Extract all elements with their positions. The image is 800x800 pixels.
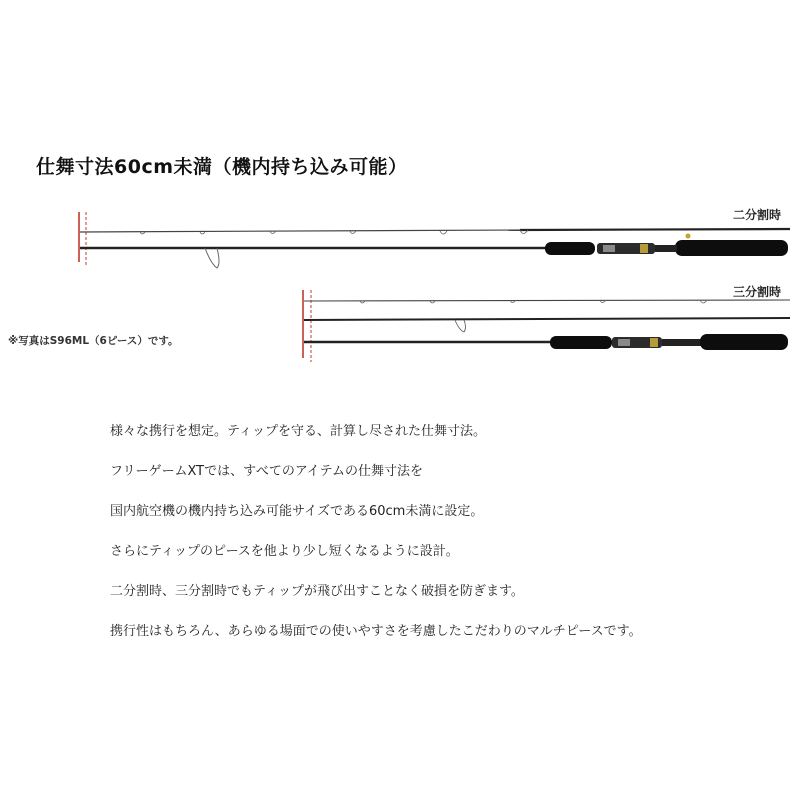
three-piece-label: 三分割時 [733, 285, 782, 299]
two-piece-label: 二分割時 [733, 208, 782, 222]
three-piece-rod-group [303, 290, 790, 362]
paragraph: フリーゲームXTでは、すべてのアイテムの仕舞寸法を [110, 464, 424, 479]
mid-guide [455, 320, 466, 332]
reel-seat-hood [618, 339, 630, 346]
tip-section [80, 230, 520, 232]
reel-seat-ring [640, 244, 648, 253]
reel-seat-hood [603, 245, 615, 252]
rear-grip [675, 240, 788, 256]
mid-section [304, 318, 790, 320]
paragraph: 様々な携行を想定。ティップを守る、計算し尽された仕舞寸法。 [110, 424, 486, 439]
rear-grip [700, 334, 788, 350]
stripper-guide [205, 248, 219, 268]
tip-section [304, 300, 790, 301]
page-title: 仕舞寸法60cm未満（機内持ち込み可能） [36, 156, 408, 178]
fore-grip [545, 242, 595, 255]
fore-grip [550, 336, 612, 349]
two-piece-rod-group [79, 212, 790, 268]
paragraph: 携行性はもちろん、あらゆる場面での使いやすさを考慮したこだわりのマルチピースです。 [110, 624, 642, 639]
paragraph: 国内航空機の機内持ち込み可能サイズである60cm未満に設定。 [110, 504, 484, 519]
paragraph: 二分割時、三分割時でもティップが飛び出すことなく破損を防ぎます。 [110, 584, 524, 599]
grip-joint [655, 245, 677, 252]
hook-keeper [686, 234, 691, 239]
photo-caption: ※写真はS96ML（6ピース）です。 [8, 335, 179, 347]
paragraph: さらにティップのピースを他より少し短くなるように設計。 [110, 544, 459, 559]
grip-joint [662, 339, 702, 346]
description-text [110, 420, 770, 660]
tip-butt-section [520, 229, 790, 230]
reel-seat-ring [650, 338, 658, 347]
